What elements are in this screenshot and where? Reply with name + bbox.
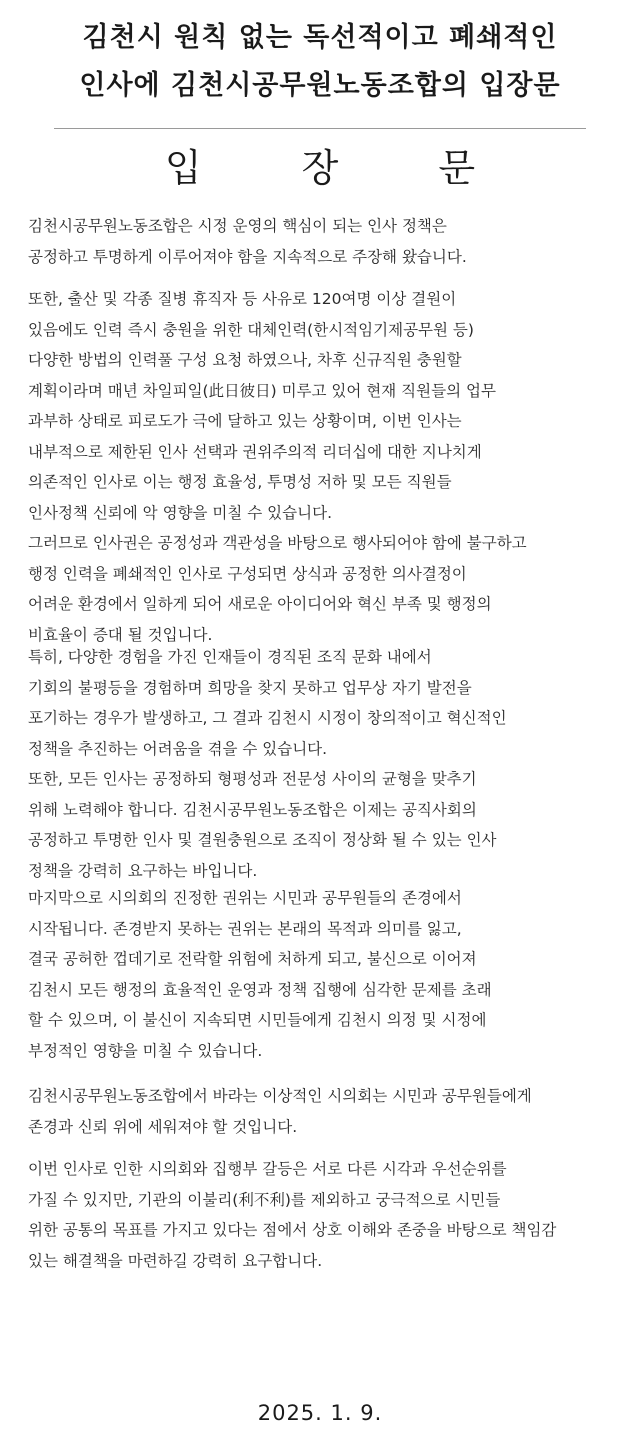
paragraph-line: 어려운 환경에서 일하게 되어 새로운 아이디어와 혁신 부족 및 행정의	[28, 595, 492, 613]
paragraph-line: 포기하는 경우가 발생하고, 그 결과 김천시 시정이 창의적이고 혁신적인	[28, 709, 507, 727]
paragraph-line: 할 수 있으며, 이 불신이 지속되면 시민들에게 김천시 의정 및 시정에	[28, 1011, 487, 1029]
paragraph-line: 존경과 신뢰 위에 세워져야 할 것입니다.	[28, 1117, 298, 1136]
paragraph-line: 가질 수 있지만, 기관의 이불리(利不利)를 제외하고 궁극적으로 시민들	[28, 1190, 501, 1209]
paragraph-4	[28, 883, 628, 1066]
paragraph-line: 다양한 방법의 인력풀 구성 요청 하였으나, 차후 신규직원 충원할	[28, 351, 462, 369]
paragraph-line: 결국 공허한 껍데기로 전락할 위험에 처하게 되고, 불신으로 이어져	[28, 950, 477, 968]
paragraph-line: 특히, 다양한 경험을 가진 인재들이 경직된 조직 문화 내에서	[28, 648, 432, 666]
paragraph-line: 공정하고 투명하게 이루어져야 함을 지속적으로 주장해 왔습니다.	[28, 247, 467, 266]
paragraph-line: 정책을 강력히 요구하는 바입니다.	[28, 861, 258, 880]
paragraph-line: 김천시 모든 행정의 효율적인 운영과 정책 집행에 심각한 문제를 초래	[28, 980, 492, 999]
statement-heading: 입 장 문	[164, 146, 520, 190]
paragraph-line: 위한 공통의 목표를 가지고 있다는 점에서 상호 이해와 존중을 바탕으로 책임감	[28, 1221, 557, 1239]
paragraph-2	[28, 284, 628, 650]
paragraph-5	[28, 1081, 628, 1142]
title-line-2: 인사에 김천시공무원노동조합의 입장문	[79, 70, 561, 101]
paragraph-line: 인사정책 신뢰에 악 영향을 미칠 수 있습니다.	[28, 503, 333, 522]
paragraph-line: 또한, 모든 인사는 공정하되 형평성과 전문성 사이의 균형을 맞추기	[28, 770, 477, 788]
paragraph-line: 공정하고 투명한 인사 및 결원충원으로 조직이 정상화 될 수 있는 인사	[28, 831, 497, 849]
paragraph-line: 시작됩니다. 존경받지 못하는 권위는 본래의 목적과 의미를 잃고,	[28, 919, 462, 938]
paragraph-line: 기회의 불평등을 경험하며 희망을 찾지 못하고 업무상 자기 발전을	[28, 678, 472, 697]
paragraph-line: 의존적인 인사로 이는 행정 효율성, 투명성 저하 및 모든 직원들	[28, 473, 452, 491]
paragraph-6	[28, 1154, 628, 1276]
paragraph-line: 계획이라며 매년 차일피일(此日彼日) 미루고 있어 현재 직원들의 업무	[28, 381, 496, 400]
paragraph-line: 김천시공무원노동조합에서 바라는 이상적인 시의회는 시민과 공무원들에게	[28, 1087, 532, 1105]
title-divider	[54, 128, 586, 129]
paragraph-line: 정책을 추진하는 어려움을 겪을 수 있습니다.	[28, 739, 328, 758]
paragraph-line: 그러므로 인사권은 공정성과 객관성을 바탕으로 행사되어야 함에 불구하고	[28, 534, 527, 552]
document-title	[0, 14, 640, 110]
paragraph-line: 김천시공무원노동조합은 시정 운영의 핵심이 되는 인사 정책은	[28, 217, 447, 235]
paragraph-line: 있는 해결책을 마련하길 강력히 요구합니다.	[28, 1251, 323, 1270]
paragraph-line: 과부하 상태로 피로도가 극에 달하고 있는 상황이며, 이번 인사는	[28, 412, 462, 430]
paragraph-line: 내부적으로 제한된 인사 선택과 권위주의적 리더십에 대한 지나치게	[28, 442, 482, 461]
paragraph-line: 위해 노력해야 합니다. 김천시공무원노동조합은 이제는 공직사회의	[28, 800, 477, 819]
paragraph-line: 있음에도 인력 즉시 충원을 위한 대체인력(한시적임기제공무원 등)	[28, 320, 474, 339]
paragraph-line: 행정 인력을 폐쇄적인 인사로 구성되면 상식과 공정한 의사결정이	[28, 564, 467, 583]
paragraph-line: 마지막으로 시의회의 진정한 권위는 시민과 공무원들의 존경에서	[28, 889, 462, 907]
paragraph-line: 비효율이 증대 될 것입니다.	[28, 625, 213, 644]
paragraph-1	[28, 211, 628, 272]
statement-date: 2025. 1. 9.	[257, 1401, 383, 1425]
paragraph-line: 또한, 출산 및 각종 질병 휴직자 등 사유로 120여명 이상 결원이	[28, 290, 457, 308]
paragraph-3	[28, 642, 628, 886]
paragraph-line: 이번 인사로 인한 시의회와 집행부 갈등은 서로 다른 시각과 우선순위를	[28, 1160, 507, 1178]
paragraph-line: 부정적인 영향을 미칠 수 있습니다.	[28, 1041, 263, 1060]
title-line-1: 김천시 원칙 없는 독선적이고 폐쇄적인	[82, 22, 558, 53]
